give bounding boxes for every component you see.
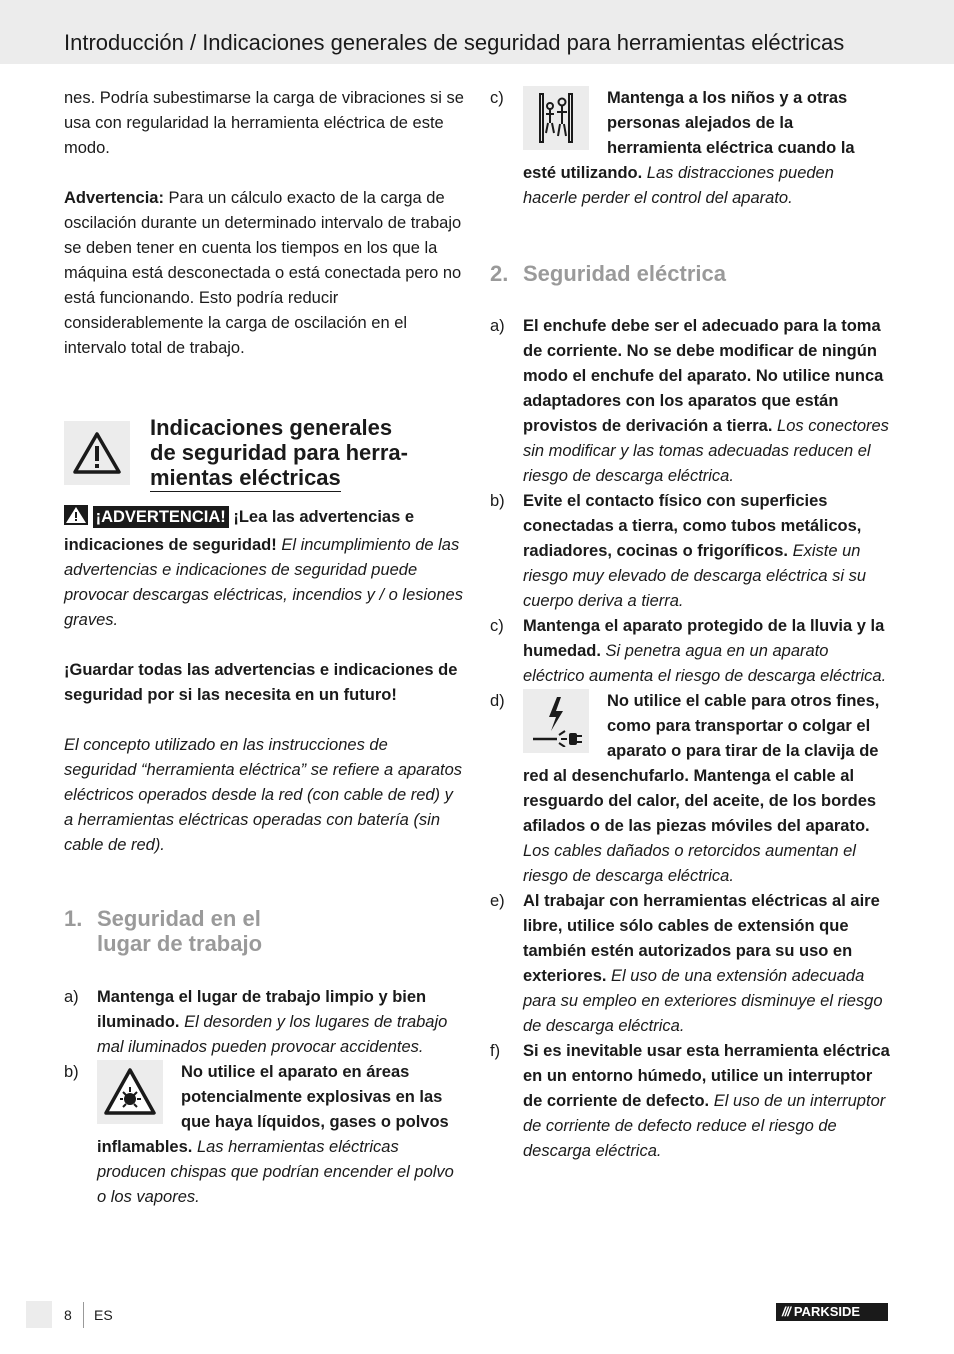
section-general-safety xyxy=(64,415,464,505)
list-item: f) Si es inevitable usar esta herramienta eléctrica en un entorno húmedo, utilice un interruptor de corriente de defecto. El uso de un interruptor de corriente de defecto reduce el riesgo de descarga eléctrica. xyxy=(490,1042,890,1160)
list-item: b) Evite el contacto físico con superficies conectadas a tierra, como tubos metálicos, radiadores, cocinas o frigoríficos. Existe un riesgo muy elevado de descarga eléctrica si su cuerpo deriva a tierra. xyxy=(490,492,867,610)
left-column xyxy=(64,86,464,1210)
page-number: 8 xyxy=(64,1307,72,1323)
footer-marker xyxy=(26,1301,52,1328)
heading-electrical-safety: 2. Seguridad eléctrica xyxy=(490,261,726,286)
paragraph-keep: ¡Guardar todas las advertencias e indicaciones de seguridad por si las necesita en un futuro! xyxy=(64,661,458,704)
paragraph-advertencia: ¡ADVERTENCIA! ¡Lea las advertencias e indicaciones de seguridad! El incumplimiento de las advertencias e indicaciones de seguridad puede provocar descargas eléctricas, incendios y / o lesiones graves. xyxy=(64,505,464,633)
paragraph-vibration: nes. Podría subestimarse la carga de vibraciones si se usa con regularidad la herramienta eléctrica de este modo. xyxy=(64,89,464,157)
paragraph-warning xyxy=(64,186,464,361)
list-item: b) No utilice el aparato en áreas potencialmente explosivas en las que haya líquidos, gases o polvos inflamables. Las herramientas eléctricas producen chispas que podrían encender el polvo o los vapores. xyxy=(64,1060,464,1210)
list-item: c) Mantenga a los niños y a otras personas alejados de la herramienta eléctrica cuando la esté utilizando. Las distracciones pueden hacerle perder el control del aparato. xyxy=(490,86,890,211)
explosive-hazard-icon xyxy=(97,1060,163,1124)
list-item: a) El enchufe debe ser el adecuado para la toma de corriente. No se debe modificar de ningún modo el enchufe del aparato. No utilice nunca adaptadores con los aparatos que están provistos de derivación a tierra. Los conectores sin modificar y las tomas adecuadas reducen el riesgo de descarga eléctrica. xyxy=(490,317,889,485)
list-item: d) No utilice el cable para otros fines, como para transportar o colgar el aparato o para tirar de la clavija de red al desenchufarlo. Mantenga el cable al resguardo del calor, del aceite, de los bordes afilados o de las piezas móviles del aparato. Los cables dañados o retorcidos aumentan el riesgo de descarga eléctrica. xyxy=(490,689,890,889)
language-code: ES xyxy=(94,1307,113,1323)
warning-text: Para un cálculo exacto de la carga de oscilación durante un determinado intervalo de trabajo se deben tener en cuenta los tiempos en los que la máquina está desconectada o está conectada pero no está funcionando. Esto podría reducir considerablemente la carga de oscilación en el intervalo total de trabajo. xyxy=(64,189,462,357)
right-column xyxy=(490,86,890,1164)
footer-divider xyxy=(83,1302,84,1328)
keep-children-away-icon xyxy=(523,86,589,150)
list-item: a) Mantenga el lugar de trabajo limpio y bien iluminado. El desorden y los lugares de trabajo mal iluminados pueden provocar accidentes. xyxy=(64,988,448,1056)
warning-triangle-icon xyxy=(64,421,130,485)
advertencia-badge: ¡ADVERTENCIA! xyxy=(93,506,229,528)
section-title: Indicaciones generales de seguridad para herra- mientas eléctricas xyxy=(150,415,408,490)
cable-damage-icon xyxy=(523,689,589,753)
list-item: e) Al trabajar con herramientas eléctricas al aire libre, utilice sólo cables de extensión que también estén autorizados para su uso en exteriores. El uso de una extensión adecuada para su empleo en exteriores disminuye el riesgo de descarga eléctrica. xyxy=(490,892,883,1035)
paragraph-concept: El concepto utilizado en las instrucciones de seguridad “herramienta eléctrica” se refiere a aparatos eléctricos operados desde la red (con cable de red) y a herramientas eléctricas operadas con batería (sin cable de red). xyxy=(64,736,463,854)
heading-workplace-safety: 1. Seguridad en el lugar de trabajo xyxy=(64,906,263,956)
small-warning-icon xyxy=(64,505,88,533)
warning-label: Advertencia: xyxy=(64,189,164,207)
list-item: c) Mantenga el aparato protegido de la lluvia y la humedad. Si penetra agua en un aparato eléctrico aumenta el riesgo de descarga eléctrica. xyxy=(490,617,887,685)
page-title: Introducción / Indicaciones generales de seguridad para herramientas eléctricas xyxy=(64,30,845,55)
parkside-logo: /// PARKSIDE xyxy=(776,1303,888,1321)
